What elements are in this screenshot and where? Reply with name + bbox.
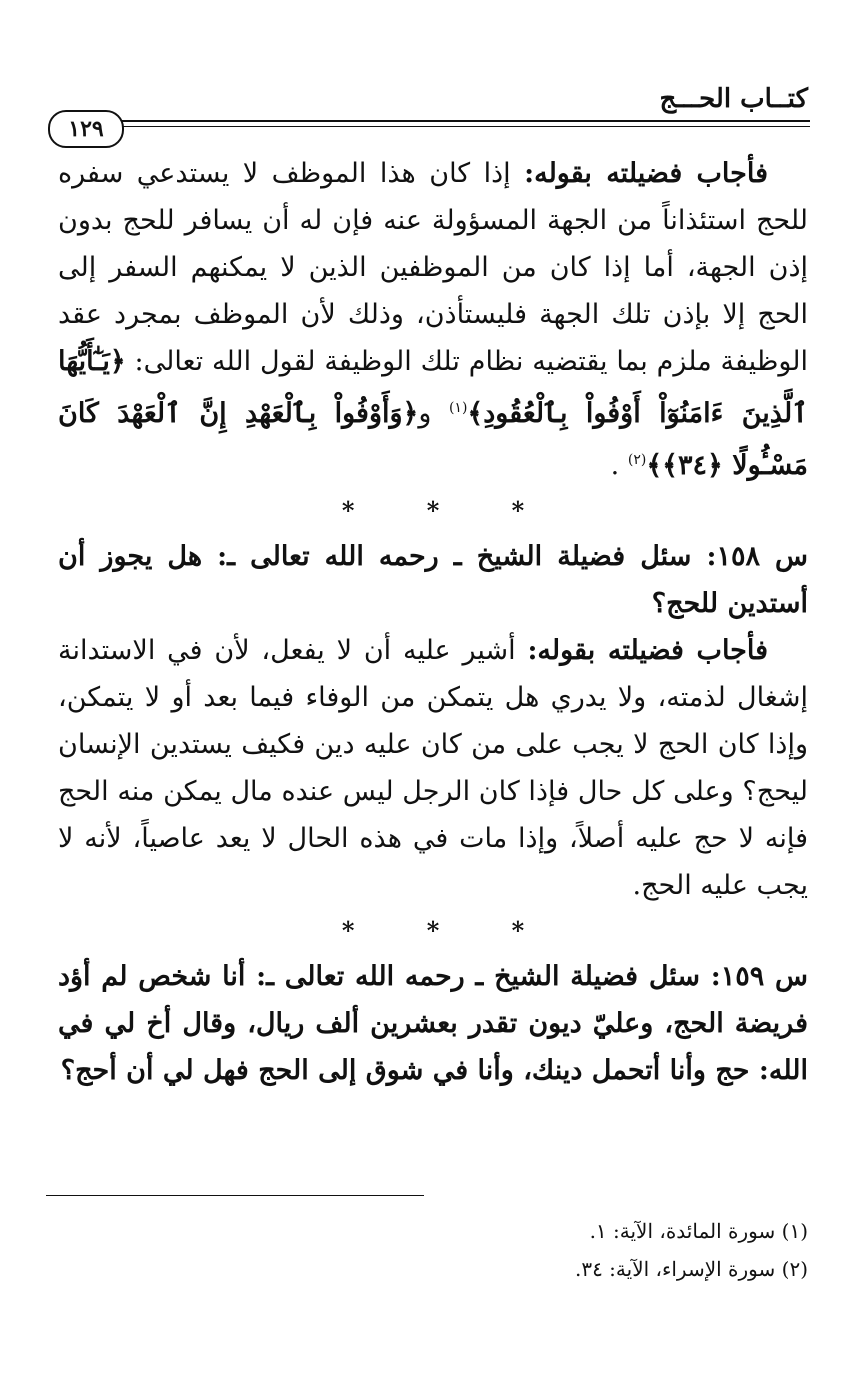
answer-lead: فأجاب فضيلته بقوله:	[524, 158, 768, 189]
answer-paragraph-158	[58, 627, 808, 909]
footnotes	[575, 1212, 808, 1288]
answer-lead: فأجاب فضيلته بقوله:	[527, 635, 768, 666]
main-text	[58, 150, 808, 1094]
section-separator: * * *	[341, 916, 557, 945]
footnote-rule	[46, 1195, 424, 1196]
header-rule	[120, 120, 810, 122]
section-separator: * * *	[341, 496, 557, 525]
answer-paragraph-1	[58, 150, 808, 489]
sentence-end: .	[610, 450, 628, 481]
answer-text: أشير عليه أن لا يفعل، لأن في الاستدانة إشغال لذمته، ولا يدري هل يتمكن من الوفاء فيما بعد أو لا يتمكن، وإذا كان الحج لا يجب على من كان عليه دين فكيف يستدين الإنسان ليحج؟ وعلى كل حال فإذا كان الرجل ليس عنده مال يمكن منه الحج فإنه لا حج عليه أصلاً، وإذا مات في هذه الحال لا يعد عاصياً، لأنه لا يجب عليه الحج.	[58, 635, 808, 901]
conjunction: و	[418, 398, 449, 429]
header-rule-thin	[120, 126, 810, 127]
footnote-1: (١) سورة المائدة، الآية: ١.	[589, 1219, 808, 1243]
question-158: س ١٥٨: سئل فضيلة الشيخ ـ رحمه الله تعالى ـ: هل يجوز أن أستدين للحج؟	[58, 541, 809, 619]
footnote-ref-2: (٢)	[627, 452, 647, 468]
page-number: ١٢٩	[48, 110, 124, 148]
answer-text: إذا كان هذا الموظف لا يستدعي سفره للحج استئذاناً من الجهة المسؤولة عنه فإن له أن يسافر للحج بدون إذن الجهة، أما إذا كان من الموظفين الذين لا يمكنهم السفر إلى الحج إلا بإذن تلك الجهة فليستأذن، وذلك لأن الموظف بمجرد عقد الوظيفة ملزم بما يقتضيه نظام تلك الوظيفة لقول الله تعالى:	[58, 158, 808, 377]
footnote-ref-1: (١)	[448, 400, 468, 416]
book-title: كتــاب الحـــج	[659, 84, 808, 114]
footnote-2: (٢) سورة الإسراء، الآية: ٣٤.	[574, 1257, 808, 1281]
quran-verse-2: ﴿وَأَوْفُواْ بِٱلْعَهْدِ إِنَّ ٱلْعَهْدَ كَانَ مَسْـُٔولًا ﴿٣٤﴾﴾	[58, 398, 808, 481]
quran-verse-1: ﴿يَـٰٓأَيُّهَا ٱلَّذِينَ ءَامَنُوٓاْ أَوْفُواْ بِٱلْعُقُودِ﴾	[58, 346, 808, 429]
question-159: س ١٥٩: سئل فضيلة الشيخ ـ رحمه الله تعالى ـ: أنا شخص لم أؤد فريضة الحج، وعليّ ديون تقدر بعشرين ألف ريال، وقال أخ لي في الله: حج وأنا أتحمل دينك، وأنا في شوق إلى الحج فهل لي أن أحج؟	[58, 961, 809, 1086]
